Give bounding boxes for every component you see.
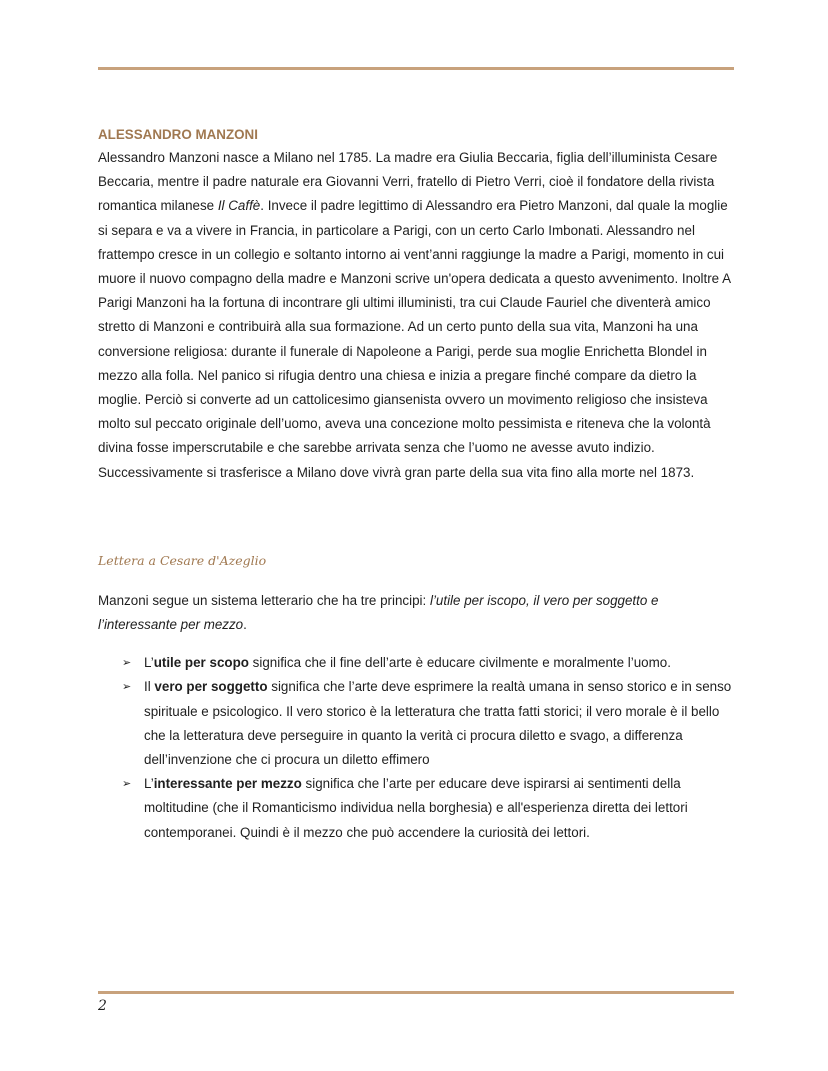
letter-heading: Lettera a Cesare d'Azeglio [98, 552, 267, 568]
intro-end: . [243, 617, 247, 633]
bullet-term: utile per scopo [153, 655, 249, 671]
biography-text-1: Alessandro Manzoni nasce a Milano nel 1785. La madre era Giulia Beccaria, figlia dell’illuminista Cesare Beccaria, mentre il padre naturale era Giovanni Verri, fratello di Pietro Verri, cioè il fondatore della rivista romantica milanese [98, 150, 718, 214]
bullet-text: significa che l’arte per educare deve ispirarsi ai sentimenti della moltitudine (che il Romanticismo individua nella borghesia) e all'esperienza diretta dei lettori contemporanei. Quindi è il mezzo che può accendere la curiosità dei lettori. [144, 776, 688, 840]
principles-list [98, 651, 734, 845]
arrow-bullet-icon: ➢ [122, 778, 132, 791]
arrow-bullet-icon: ➢ [122, 681, 132, 694]
header-rule [98, 67, 734, 70]
list-item [122, 675, 734, 772]
bullet-text: significa che il fine dell’arte è educare civilmente e moralmente l’uomo. [248, 655, 671, 671]
principles-intro [98, 589, 734, 637]
list-item [122, 651, 734, 675]
page-content [98, 124, 734, 845]
intro-principles: l’utile per iscopo, il vero per soggetto e l’interessante per mezzo [98, 592, 659, 633]
magazine-title: Il Caffè [217, 198, 261, 214]
list-item [122, 772, 734, 845]
page-number: 2 [98, 998, 107, 1014]
bullet-term: interessante per mezzo [153, 776, 302, 792]
intro-text: Manzoni segue un sistema letterario che ha tre principi: [98, 592, 430, 608]
bullet-prefix: L’ [144, 776, 154, 792]
arrow-bullet-icon: ➢ [122, 657, 132, 670]
bullet-prefix: Il [144, 679, 155, 695]
section-title: ALESSANDRO MANZONI [98, 127, 258, 142]
bullet-term: vero per soggetto [154, 679, 268, 695]
footer-rule [98, 991, 734, 994]
biography-paragraph [98, 146, 734, 485]
biography-text-2: . Invece il padre legittimo di Alessandro era Pietro Manzoni, dal quale la moglie si separa e va a vivere in Francia, in particolare a Parigi, con un certo Carlo Imbonati. Alessandro nel frattempo cresce in un collegio e soltanto intorno ai vent’anni raggiunge la madre a Parigi, momento in cui muore il nuovo compagno della madre e Manzoni scrive un'opera dedicata a questo avvenimento. Inoltre A Parigi Manzoni ha la fortuna di incontrare gli ultimi illuministi, tra cui Claude Fauriel che diventerà amico stretto di Manzoni e contribuirà alla sua formazione. Ad un certo punto della sua vita, Manzoni ha una conversione religiosa: durante il funerale di Napoleone a Parigi, perde sua moglie Enrichetta Blondel in mezzo alla folla. Nel panico si rifugia dentro una chiesa e inizia a pregare finché compare da dietro la moglie. Perciò si converte ad un cattolicesimo giansenista ovvero un movimento religioso che insisteva molto sul peccato originale dell’uomo, aveva una concezione molto pessimista e riteneva che la volontà divina fosse imperscrutabile e che sarebbe arrivata senza che l’uomo ne avesse avuto indizio. Successivamente si trasferisce a Milano dove vivrà gran parte della sua vita fino alla morte nel 1873. [98, 198, 731, 480]
bullet-prefix: L’ [144, 655, 154, 671]
bullet-text: significa che l’arte deve esprimere la realtà umana in senso storico e in senso spirituale e psicologico. Il vero storico è la letteratura che tratta fatti storici; il vero morale è il bello che la letteratura deve perseguire in quanto la verità ci procura diletto e svago, a differenza dell’invenzione che ci procura un diletto effimero [144, 679, 732, 768]
